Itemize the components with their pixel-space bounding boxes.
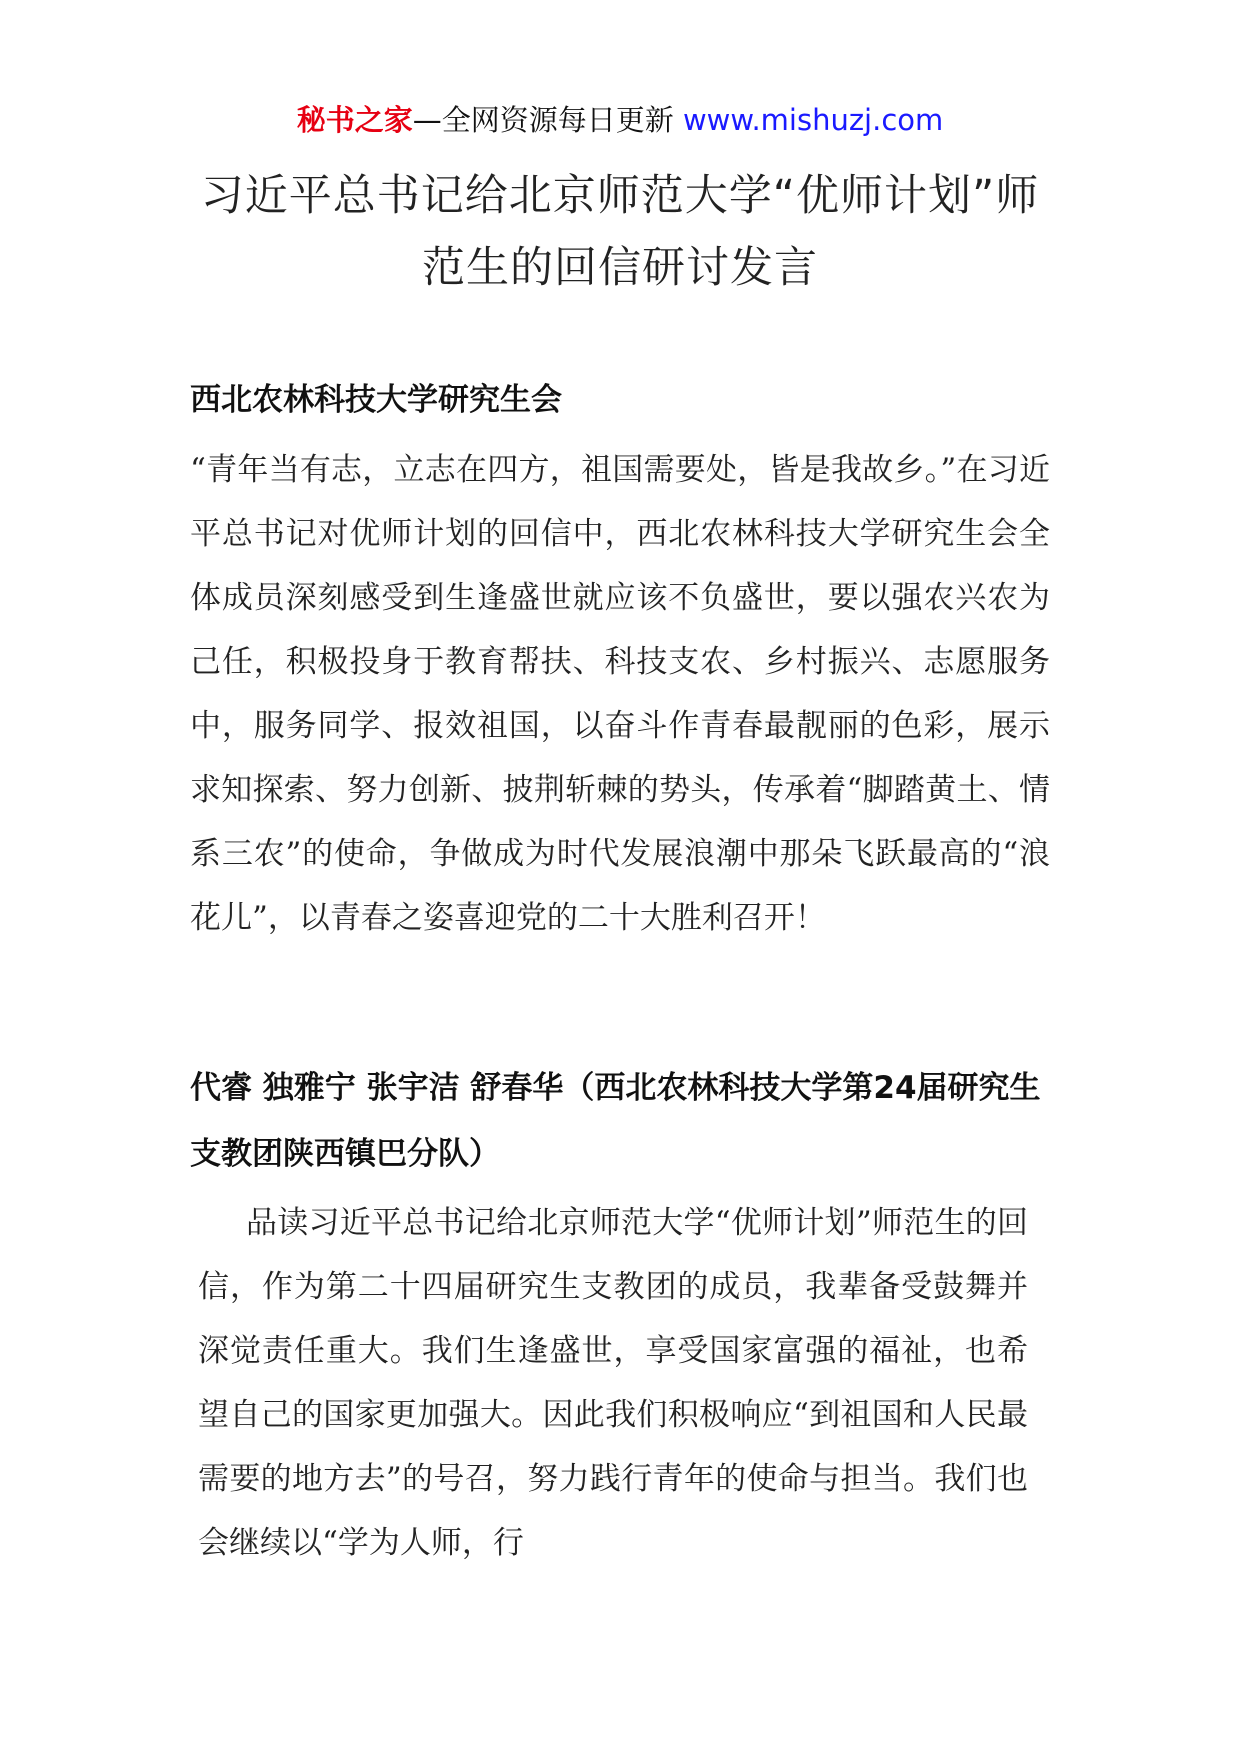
site-header: [0, 100, 1240, 140]
section-heading: 西北农林科技大学研究生会: [190, 382, 562, 418]
section-heading: 代睿 独雅宁 张宇洁 舒春华（西北农林科技大学第24届研究生支教团陕西镇巴分队）: [190, 1070, 1041, 1172]
document-title: 习近平总书记给北京师范大学“优师计划”师范生的回信研讨发言: [200, 171, 1040, 293]
section-paragraph: 品读习近平总书记给北京师范大学“优师计划”师范生的回信，作为第二十四届研究生支教团的成员，我辈备受鼓舞并深觉责任重大。我们生逢盛世，享受国家富强的福祉，也希望自己的国家更加强大。因此我们积极响应“到祖国和人民最需要的地方去”的号召，努力践行青年的使命与担当。我们也会继续以“学为人师，行: [198, 1205, 1028, 1561]
header-tagline: —全网资源每日更新: [412, 103, 683, 137]
brand-name: 秘书之家: [296, 103, 413, 137]
section-paragraph: “青年当有志，立志在四方，祖国需要处，皆是我故乡。”在习近平总书记对优师计划的回信中，西北农林科技大学研究生会全体成员深刻感受到生逢盛世就应该不负盛世，要以强农兴农为己任，积极投身于教育帮扶、科技支农、乡村振兴、志愿服务中，服务同学、报效祖国，以奋斗作青春最靓丽的色彩，展示求知探索、努力创新、披荆斩棘的势头，传承着“脚踏黄土、情系三农”的使命，争做成为时代发展浪潮中那朵飞跃最高的“浪花儿”，以青春之姿喜迎党的二十大胜利召开！: [190, 452, 1050, 936]
site-url-link[interactable]: www.mishuzj.com: [682, 103, 944, 137]
